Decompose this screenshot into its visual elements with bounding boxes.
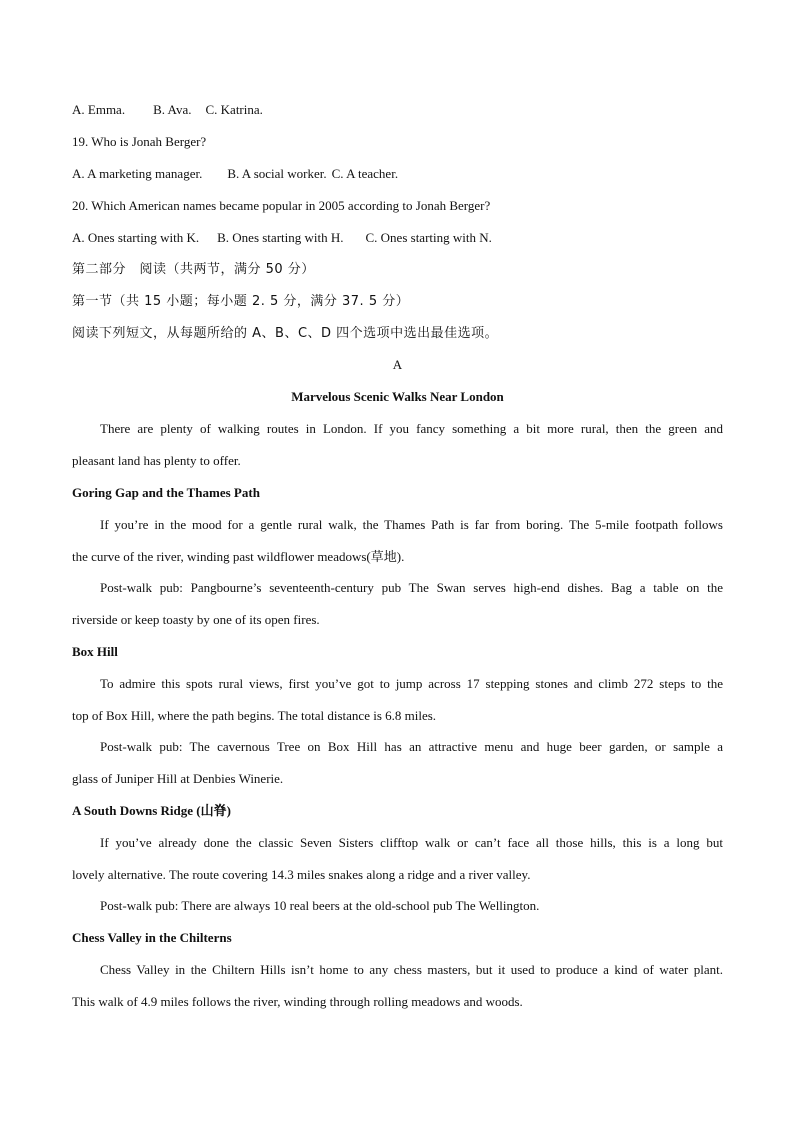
goring-heading: Goring Gap and the Thames Path [72,485,260,500]
south-downs-heading: A South Downs Ridge (山脊) [72,803,231,818]
box-hill-p1-line-2: top of Box Hill, where the path begins. The total distance is 6.8 miles. [72,708,437,723]
chess-p1-line-1: Chess Valley in the Chiltern Hills isn’t home to any chess masters, but it used to produce a kind of water plant. [100,962,723,977]
chess-heading: Chess Valley in the Chilterns [72,930,232,945]
q20-options [72,230,492,246]
goring-p2-line-1: Post-walk pub: Pangbourne’s seventeenth-century pub The Swan serves high-end dishes. Bag a table on the [100,580,723,595]
south-downs-p1-line-2: lovely alternative. The route covering 14.3 miles snakes along a ridge and a river valley. [72,867,531,882]
q19-option-a: A. A marketing manager. [72,166,203,181]
q18-options [72,102,263,118]
reading-instruction: 阅读下列短文，从每题所给的 A、B、C、D 四个选项中选出最佳选项。 [72,326,499,341]
q18-option-a: A. Emma. [72,102,126,117]
q20-option-a: A. Ones starting with K. [72,230,200,245]
goring-p2-line-2: riverside or keep toasty by one of its open fires. [72,612,320,627]
passage-letter: A [392,357,403,372]
q20-option-b: B. Ones starting with H. [217,230,344,245]
part2-heading: 第二部分 阅读（共两节，满分 50 分） [72,262,315,277]
q19-option-c: C. A teacher. [331,166,399,181]
q20-option-c: C. Ones starting with N. [365,230,492,245]
intro-line-2: pleasant land has plenty to offer. [72,453,241,468]
q19-options [72,166,398,182]
box-hill-heading: Box Hill [72,644,118,659]
passage-title: Marvelous Scenic Walks Near London [291,389,504,404]
section1-heading: 第一节（共 15 小题；每小题 2. 5 分，满分 37. 5 分） [72,294,410,309]
goring-p1-line-2: the curve of the river, winding past wildflower meadows(草地). [72,549,405,564]
box-hill-p2-line-2: glass of Juniper Hill at Denbies Winerie. [72,771,284,786]
q18-option-b: B. Ava. [153,102,192,117]
south-downs-p2: Post-walk pub: There are always 10 real beers at the old-school pub The Wellington. [100,898,540,913]
q19-question: 19. Who is Jonah Berger? [72,134,207,149]
q18-option-c: C. Katrina. [205,102,263,117]
intro-line-1: There are plenty of walking routes in London. If you fancy something a bit more rural, then the green and [100,421,723,436]
box-hill-p2-line-1: Post-walk pub: The cavernous Tree on Box Hill has an attractive menu and huge beer garden, or sample a [100,739,723,754]
q19-option-b: B. A social worker. [227,166,327,181]
q20-question: 20. Which American names became popular in 2005 according to Jonah Berger? [72,198,491,213]
south-downs-p1-line-1: If you’ve already done the classic Seven Sisters clifftop walk or can’t face all those hills, this is a long but [100,835,723,850]
box-hill-p1-line-1: To admire this spots rural views, first you’ve got to jump across 17 stepping stones and climb 272 steps to the [100,676,723,691]
chess-p1-line-2: This walk of 4.9 miles follows the river, winding through rolling meadows and woods. [72,994,523,1009]
goring-p1-line-1: If you’re in the mood for a gentle rural walk, the Thames Path is far from boring. The 5-mile footpath follows [100,517,723,532]
